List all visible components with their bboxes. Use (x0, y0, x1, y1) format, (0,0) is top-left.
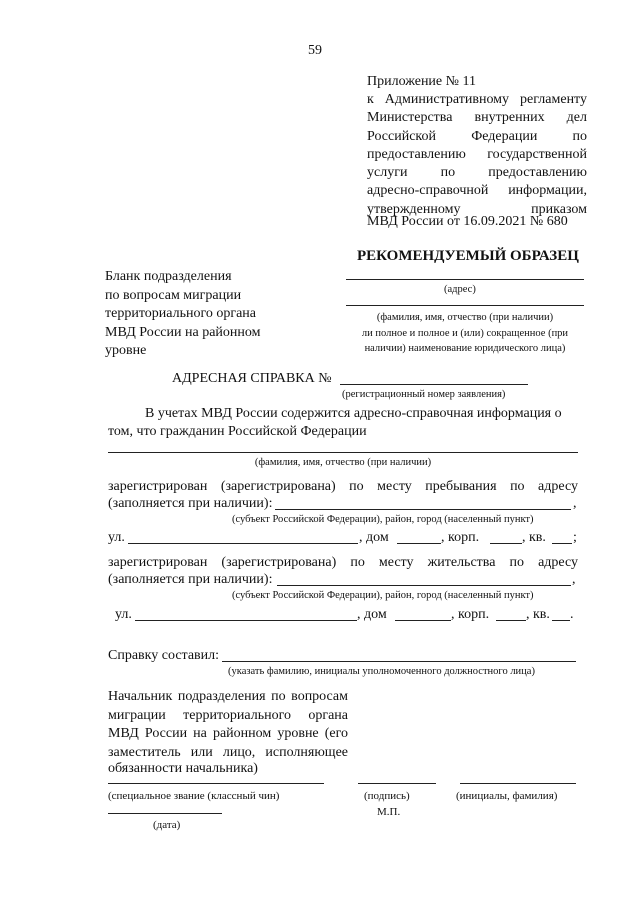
appendix-line: адресно-справочной информации, (367, 183, 587, 199)
caption-line: наличии) наименование юридического лица) (364, 343, 566, 354)
stay-street-label: ул. (108, 530, 125, 545)
residence-end: . (570, 607, 574, 622)
appendix-line: Министерства внутренних дел (367, 110, 587, 126)
rank-line[interactable] (108, 783, 324, 784)
blank-line: Бланк подразделения (105, 269, 232, 284)
stay-line-1: зарегистрирован (зарегистрирована) по месту пребывания по адресу (108, 479, 578, 494)
registration-number-line[interactable] (340, 384, 528, 385)
stay-kv-line[interactable] (552, 543, 572, 544)
appendix-line: услуги по предоставлению (367, 165, 587, 181)
appendix-title: Приложение № 11 (367, 74, 476, 89)
appendix-line: утвержденному приказом (367, 201, 587, 217)
caption-line: (фамилия, имя, отчество (при наличии) (376, 312, 554, 323)
residence-comma: , (572, 572, 576, 587)
stay-house-line[interactable] (397, 543, 441, 544)
stay-end: ; (573, 530, 577, 545)
citizen-name-caption: (фамилия, имя, отчество (при наличии) (254, 457, 432, 468)
stay-street-line[interactable] (128, 543, 358, 544)
appendix-text (367, 91, 587, 219)
address-caption: (адрес) (444, 284, 476, 295)
signature-line[interactable] (358, 783, 436, 784)
recipient-name-line[interactable] (346, 305, 584, 306)
head-text (108, 688, 348, 762)
address-line[interactable] (346, 279, 584, 280)
compiled-label: Справку составил: (108, 648, 220, 663)
registration-caption: (регистрационный номер заявления) (342, 389, 506, 400)
residence-street-line[interactable] (135, 620, 357, 621)
stay-comma: , (573, 496, 577, 511)
certificate-title: АДРЕСНАЯ СПРАВКА № (172, 371, 332, 386)
residence-line-1: зарегистрирован (зарегистрирована) по месту жительства по адресу (108, 555, 578, 570)
head-line: МВД России на районном уровне (его (108, 726, 348, 741)
blank-line: по вопросам миграции (105, 287, 242, 303)
residence-house-line[interactable] (395, 620, 451, 621)
stay-region-caption: (субъект Российской Федерации), район, город (населенный пункт) (232, 514, 534, 525)
stay-korp-line[interactable] (490, 543, 522, 544)
blank-line: МВД России на районном (105, 324, 261, 340)
recipient-name-caption (346, 310, 584, 357)
date-caption: (дата) (153, 819, 181, 831)
residence-korp-label: , корп. (451, 607, 490, 622)
head-line: Начальник подразделения по вопросам (108, 689, 348, 704)
residence-region-caption: (субъект Российской Федерации), район, город (населенный пункт) (232, 590, 534, 601)
stay-korp-label: , корп. (441, 530, 480, 545)
blank-block (105, 268, 261, 361)
page-number: 59 (308, 43, 322, 58)
initials-line[interactable] (460, 783, 576, 784)
signature-caption: (подпись) (364, 790, 410, 802)
head-line: миграции территориального органа (108, 707, 348, 723)
residence-kv-label: , кв. (526, 607, 550, 622)
intro-line-2: том, что гражданин Российской Федерации (108, 424, 367, 439)
residence-kv-line[interactable] (552, 620, 570, 621)
stay-house-label: , дом (359, 530, 389, 545)
stay-kv-label: , кв. (522, 530, 546, 545)
compiled-by-line[interactable] (222, 661, 576, 662)
compiled-caption: (указать фамилию, инициалы уполномоченного должностного лица) (228, 666, 535, 677)
appendix-last-line: МВД России от 16.09.2021 № 680 (367, 214, 568, 229)
stay-region-line[interactable] (275, 509, 571, 510)
initials-caption: (инициалы, фамилия) (456, 790, 558, 802)
residence-region-line[interactable] (277, 585, 571, 586)
appendix-line: предоставлению государственной (367, 146, 587, 162)
appendix-line: к Административному регламенту (367, 92, 587, 107)
residence-korp-line[interactable] (496, 620, 526, 621)
sample-title: РЕКОМЕНДУЕМЫЙ ОБРАЗЕЦ (357, 248, 579, 264)
residence-house-label: , дом (357, 607, 387, 622)
appendix-line: Российской Федерации по (367, 128, 587, 144)
intro-line-1: В учетах МВД России содержится адресно-справочная информация о (145, 406, 562, 421)
caption-line: ли полное и полное и (или) сокращенное (при (361, 327, 569, 339)
residence-street-label: ул. (115, 607, 132, 622)
blank-line: уровне (105, 343, 147, 358)
stay-line-2: (заполняется при наличии): (108, 496, 273, 511)
head-last-line: обязанности начальника) (108, 761, 258, 776)
blank-line: территориального органа (105, 306, 257, 321)
head-line: заместитель или лицо, исполняющее (108, 744, 348, 760)
citizen-name-line[interactable] (108, 452, 578, 453)
residence-line-2: (заполняется при наличии): (108, 572, 273, 587)
rank-caption: (специальное звание (классный чин) (108, 790, 280, 802)
stamp-label: М.П. (377, 806, 401, 818)
date-line[interactable] (108, 813, 222, 814)
